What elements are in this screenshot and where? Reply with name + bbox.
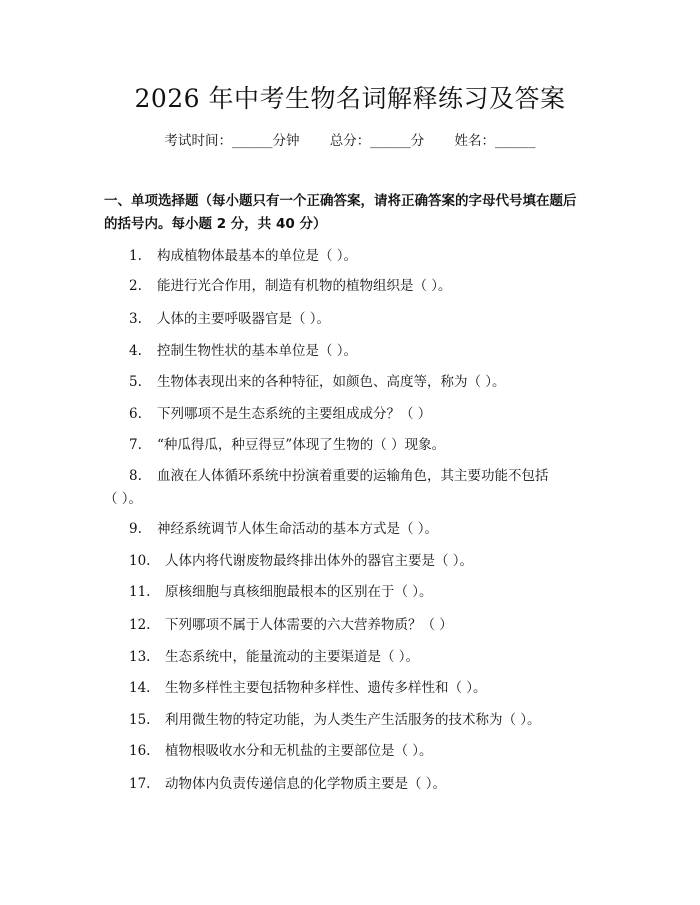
question-number: 3. (129, 311, 142, 327)
question-text: “种瓜得瓜，种豆得豆”体现了生物的（ ）现象。 (157, 437, 446, 453)
exam-time-blank: ______ (231, 133, 273, 149)
question-number: 6. (129, 406, 142, 422)
section-heading-line-1: 一、单项选择题（每小题只有一个正确答案，请将正确答案的字母代号填在题后 (104, 193, 577, 209)
total-score-field (330, 131, 425, 151)
question-text: 神经系统调节人体生命活动的基本方式是（ ）。 (157, 521, 439, 537)
question-text: 构成植物体最基本的单位是（ ）。 (157, 248, 358, 264)
question-text: 人体的主要呼吸器官是（ ）。 (157, 311, 331, 327)
question-number: 16. (129, 743, 151, 759)
question-number: 4. (129, 343, 142, 359)
section-heading-line-2: 的括号内。每小题 2 分，共 40 分） (104, 216, 327, 232)
question-item (104, 709, 604, 732)
question-number: 2. (129, 278, 142, 294)
question-number: 15. (129, 712, 151, 728)
question-item (104, 740, 604, 763)
question-number: 7. (129, 437, 142, 453)
question-item (104, 245, 604, 268)
question-item (104, 403, 604, 426)
exam-time-unit: 分钟 (272, 133, 300, 149)
question-item (104, 646, 604, 669)
question-text: 原核细胞与真核细胞最根本的区别在于（ ）。 (165, 584, 433, 600)
question-text: 动物体内负责传递信息的化学物质主要是（ ）。 (165, 776, 447, 792)
question-text: 人体内将代谢废物最终排出体外的器官主要是（ ）。 (165, 553, 474, 569)
question-text: 生物多样性主要包括物种多样性、遗传多样性和（ ）。 (165, 680, 487, 696)
question-text: 能进行光合作用，制造有机物的植物组织是（ ）。 (157, 278, 452, 294)
question-item (104, 308, 604, 331)
question-number: 12. (129, 617, 151, 633)
total-score-blank: ______ (370, 133, 411, 149)
question-text: 血液在人体循环系统中扮演着重要的运输角色，其主要功能不包括 (157, 468, 549, 484)
question-item (104, 465, 604, 511)
question-text: 生态系统中，能量流动的主要渠道是（ ）。 (165, 649, 420, 665)
total-score-label: 总分： (329, 133, 371, 149)
section-heading-single-choice (104, 190, 604, 236)
question-number: 9. (129, 521, 142, 537)
question-item (104, 371, 604, 394)
question-text: 下列哪项不属于人体需要的六大营养物质？（ ） (165, 617, 453, 633)
question-item (104, 275, 604, 298)
question-number: 17. (129, 776, 151, 792)
question-text: 下列哪项不是生态系统的主要组成成分？（ ） (157, 406, 432, 422)
question-number: 5. (129, 374, 142, 390)
question-item (104, 518, 604, 541)
question-text: 植物根吸收水分和无机盐的主要部位是（ ）。 (165, 743, 433, 759)
question-number: 1. (129, 248, 142, 264)
question-text: 生物体表现出来的各种特征，如颜色、高度等，称为（ ）。 (157, 374, 506, 390)
question-number: 13. (129, 649, 151, 665)
question-item (104, 677, 604, 700)
question-item (104, 581, 604, 604)
question-item (104, 434, 604, 457)
exam-time-label: 考试时间： (164, 133, 232, 149)
question-number: 8. (129, 468, 142, 484)
student-name-blank: ______ (495, 133, 536, 149)
question-number: 11. (129, 584, 151, 600)
question-text: 利用微生物的特定功能，为人类生产生活服务的技术称为（ ）。 (165, 712, 541, 728)
question-item (104, 773, 604, 796)
question-number: 10. (129, 553, 151, 569)
student-name-field (455, 131, 536, 151)
question-number: 14. (129, 680, 151, 696)
question-item (104, 340, 604, 363)
total-score-unit: 分 (410, 133, 425, 149)
exam-meta (0, 131, 700, 151)
student-name-label: 姓名： (454, 133, 496, 149)
question-text: 控制生物性状的基本单位是（ ）。 (157, 343, 358, 359)
question-item (104, 550, 604, 573)
document-title: 2026 年中考生物名词解释练习及答案 (134, 84, 566, 113)
exam-time-field (164, 131, 299, 151)
question-text-continuation: （ ）。 (104, 491, 143, 507)
question-item (104, 614, 604, 637)
